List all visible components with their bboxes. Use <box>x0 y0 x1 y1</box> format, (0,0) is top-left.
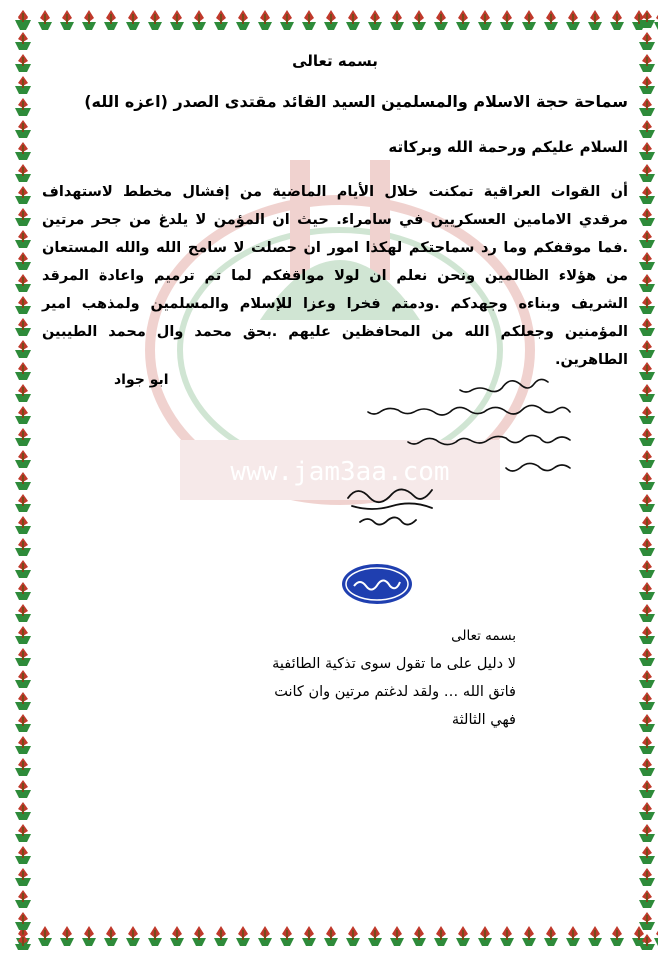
handwritten-signature <box>340 478 440 538</box>
letter-addressee: سماحة حجة الاسلام والمسلمين السيد القائد مقتدى الصدر (اعزه الله) <box>84 92 628 111</box>
handwritten-reply-image <box>318 370 578 490</box>
border-bottom <box>12 924 658 950</box>
official-seal <box>340 562 414 606</box>
reply-title: بسمه تعالى <box>451 628 516 644</box>
reply-line-1: لا دليل على ما تقول سوى تذكية الطائفية <box>272 656 516 672</box>
letter-title: بسمه تعالى <box>292 52 378 70</box>
border-top <box>12 8 658 34</box>
border-left <box>10 8 36 950</box>
border-right <box>634 8 660 950</box>
letter-greeting: السلام عليكم ورحمة الله وبركاته <box>388 138 628 156</box>
reply-line-2: فاتق الله … ولقد لدغتم مرتين وان كانت <box>274 684 516 700</box>
reply-transcript <box>116 622 516 734</box>
reply-line-3: فهي الثالثة <box>451 712 516 728</box>
letter-signer: ابو جواد <box>114 372 169 388</box>
watermark-url: www.jam3aa.com <box>230 457 450 487</box>
letter-body: أن القوات العراقية تمكنت خلال الأيام الماضية من إفشال مخطط لاستهداف مرقدي الامامين العسكريين في سامراء. حيث ان المؤمن لا يلدغ من جحر مرتين .فما موقفكم وما رد سماحتكم لهكذا امور ان حصلت لا سامح الله والله المستعان من هؤلاء الظالمين ونحن نعلم ان لولا مواقفكم لما تم ترميم واعادة المرقد الشريف وبناءه وجهدكم .ودمتم فخرا وعزا للإسلام والمسلمين ولمذهب امير المؤمنين وجعلكم الله من المحافظين عليهم .بحق محمد وال محمد الطيبين الطاهرين. <box>42 184 628 368</box>
